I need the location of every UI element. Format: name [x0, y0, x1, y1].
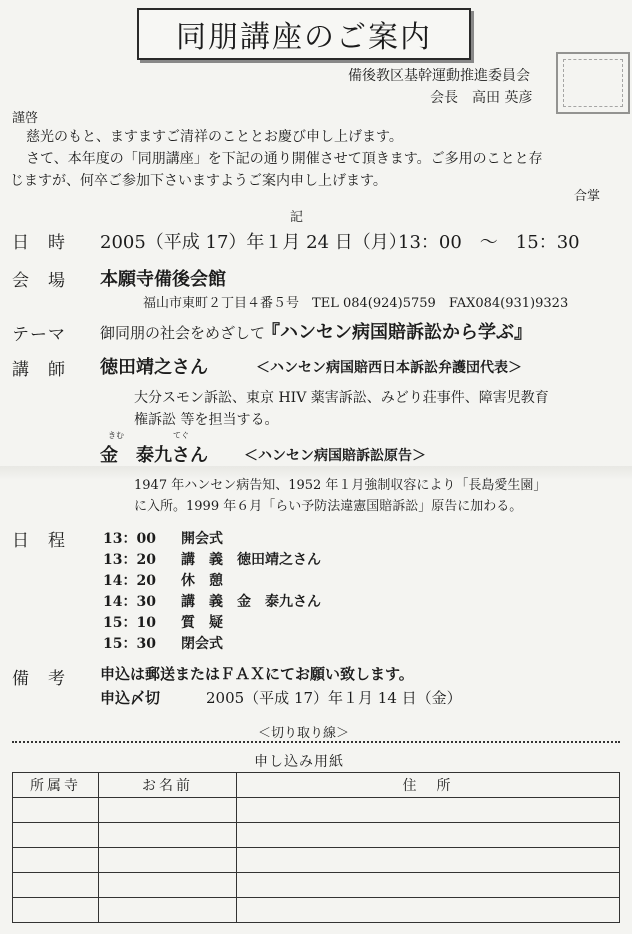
schedule-time: 14：20: [103, 573, 156, 589]
lecturer2-role: ＜ハンセン病国賠訴訟原告＞: [244, 448, 426, 464]
form-row: [13, 873, 620, 898]
form-row: [13, 848, 620, 873]
venue-label: 会 場: [12, 271, 66, 291]
theme-label: テーマ: [12, 325, 66, 345]
datetime-label: 日 時: [12, 233, 66, 253]
form-cell-name[interactable]: [99, 898, 237, 923]
form-cell-name[interactable]: [99, 823, 237, 848]
cut-line-label: ＜切り取り線＞: [258, 726, 350, 741]
form-cell-address[interactable]: [237, 873, 620, 898]
datetime-time: 13：00 ～ 15：30: [398, 232, 580, 253]
form-cell-address[interactable]: [237, 798, 620, 823]
greeting-closing: 合掌: [574, 189, 601, 204]
schedule-time: 15：10: [103, 615, 156, 631]
lecturer2-ruby2: てぐ: [173, 431, 189, 440]
form-cell-temple[interactable]: [13, 898, 99, 923]
greeting-opening: 謹啓: [12, 111, 39, 126]
form-cell-name[interactable]: [99, 873, 237, 898]
lecturer1-role: ＜ハンセン病国賠西日本訴訟弁護団代表＞: [256, 360, 522, 376]
form-title: 申し込み用紙: [254, 754, 344, 770]
schedule-event: 開会式: [181, 531, 223, 547]
form-cell-name[interactable]: [99, 798, 237, 823]
schedule-event: 質 疑: [181, 615, 223, 631]
deadline-label: 申込〆切: [100, 689, 161, 707]
schedule-label: 日 程: [12, 531, 66, 551]
seal-stamp: [556, 52, 630, 114]
schedule-time: 13：20: [103, 552, 156, 568]
deadline-date: 2005（平成 17）年１月 14 日（金）: [206, 689, 462, 707]
form-cell-temple[interactable]: [13, 823, 99, 848]
greeting-line1: 慈光のもと、ますますご清祥のこととお慶び申し上げます。: [26, 129, 403, 145]
form-row: [13, 823, 620, 848]
form-row: [13, 898, 620, 923]
schedule-event: 講 義 金 泰九さん: [181, 594, 321, 610]
schedule-event: 講 義 徳田靖之さん: [181, 552, 321, 568]
datetime-date: 2005（平成 17）年１月 24 日（月）: [100, 232, 407, 253]
form-cell-address[interactable]: [237, 848, 620, 873]
lecturer2-ruby1: きむ: [108, 431, 124, 440]
cut-line: [12, 741, 620, 743]
chair: 会長 高田 英彦: [430, 90, 533, 106]
form-cell-name[interactable]: [99, 848, 237, 873]
theme-prefix: 御同朋の社会をめざして: [100, 324, 266, 342]
lecturer2-desc1: 1947 年ハンセン病告知、1952 年１月強制収容により「長島愛生園」: [134, 478, 547, 493]
lecturer1-desc1: 大分スモン訴訟、東京 HIV 薬害訴訟、みどり荘事件、障害児教育: [134, 390, 549, 406]
lecturer2-desc2: に入所。1999 年６月「らい予防法違憲国賠訴訟」原告に加わる。: [134, 499, 523, 514]
application-form: [12, 772, 620, 923]
lecturer1-desc2: 権訴訟 等を担当する。: [134, 412, 279, 428]
lecturers-label: 講 師: [12, 360, 66, 380]
page-title: 同朋講座のご案内: [137, 8, 471, 60]
venue-name: 本願寺備後会館: [100, 269, 226, 290]
lecturer2-name: 金 泰九さん: [100, 445, 208, 466]
form-header-temple: 所属寺: [13, 773, 99, 798]
form-cell-temple[interactable]: [13, 873, 99, 898]
schedule-event: 閉会式: [181, 636, 223, 652]
form-header-row: [13, 773, 620, 798]
lecturer1-name: 徳田靖之さん: [100, 357, 208, 378]
form-row: [13, 798, 620, 823]
form-cell-temple[interactable]: [13, 848, 99, 873]
greeting-line2: さて、本年度の「同朋講座」を下記の通り開催させて頂きます。ご多用のことと存: [26, 151, 543, 167]
notes-line1: 申込は郵送またはＦＡＸにてお願い致します。: [100, 665, 414, 683]
form-header-address: 住 所: [237, 773, 620, 798]
greeting-line3: じますが、何卒ご参加下さいますようご案内申し上げます。: [10, 173, 387, 189]
form-cell-address[interactable]: [237, 823, 620, 848]
schedule-event: 休 憩: [181, 573, 223, 589]
form-cell-address[interactable]: [237, 898, 620, 923]
form-header-name: お名前: [99, 773, 237, 798]
theme-title: 『ハンセン病国賠訴訟から学ぶ』: [262, 322, 532, 343]
notes-label: 備 考: [12, 669, 66, 689]
schedule-time: 13：00: [103, 531, 156, 547]
venue-address: 福山市東町２丁目４番５号 TEL 084(924)5759 FAX084(931)9323: [143, 296, 569, 311]
committee-name: 備後教区基幹運動推進委員会: [348, 68, 530, 84]
ki-heading: 記: [290, 210, 304, 225]
schedule-time: 15：30: [103, 636, 156, 652]
schedule-time: 14：30: [103, 594, 156, 610]
form-cell-temple[interactable]: [13, 798, 99, 823]
